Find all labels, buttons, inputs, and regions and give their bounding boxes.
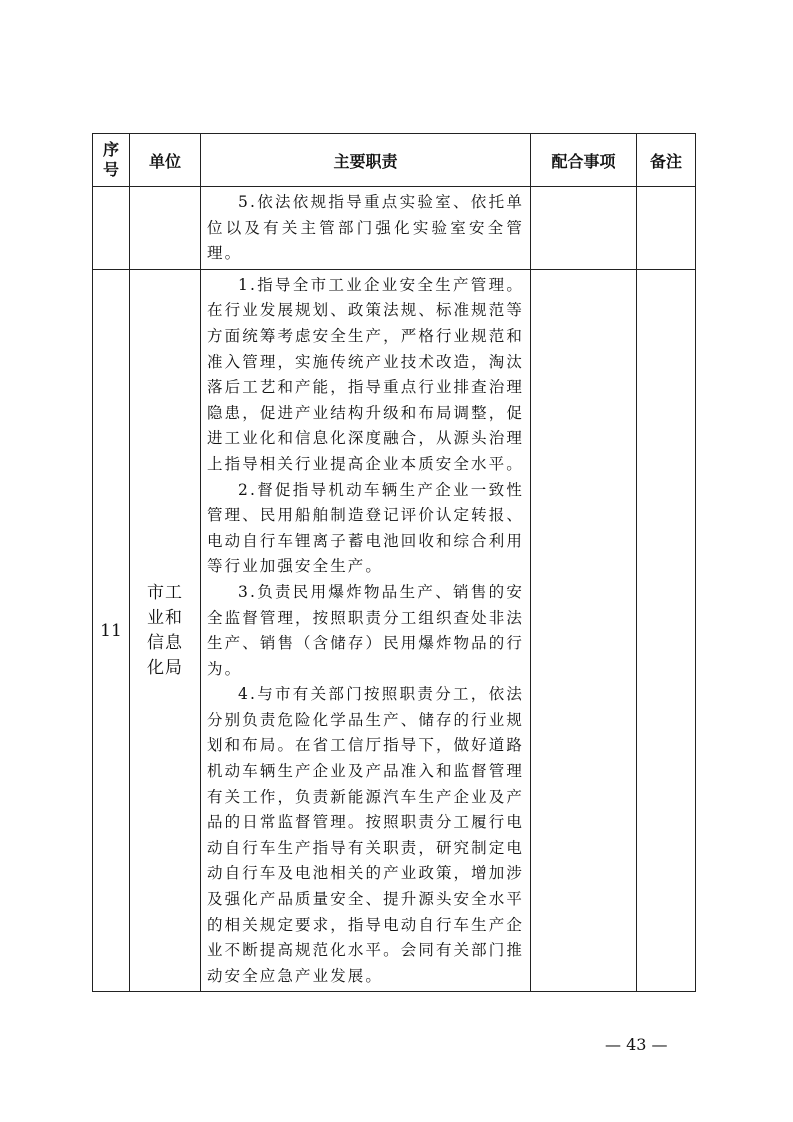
header-seq: 序 号 (93, 134, 130, 187)
duty-paragraph: 1.指导全市工业企业安全生产管理。在行业发展规划、政策法规、标准规范等方面统筹考虑安全生产，严格行业规范和准入管理，实施传统产业技术改造，淘汰落后工艺和产能，指导重点行业排查治理隐患，促进产业结构升级和布局调整，促进工业化和信息化深度融合，从源头治理上指导相关行业提高企业本质安全水平。 (207, 275, 524, 473)
row-notes (637, 187, 696, 270)
duty-table (92, 133, 696, 992)
row-unit: 市工 业和 信息 化局 (130, 269, 201, 992)
table-row (93, 187, 696, 270)
duty-paragraph: 5.依法依规指导重点实验室、依托单位以及有关主管部门强化实验室安全管理。 (207, 193, 524, 263)
row-duties (201, 269, 531, 992)
header-unit: 单位 (130, 134, 201, 187)
header-duties: 主要职责 (201, 134, 531, 187)
page-number: — 43 — (605, 1035, 668, 1054)
row-coop (531, 187, 637, 270)
duty-paragraph: 4.与市有关部门按照职责分工，依法分别负责危险化学品生产、储存的行业规划和布局。在省工信厅指导下，做好道路机动车辆生产企业及产品准入和监督管理有关工作，负责新能源汽车生产企业及产品的日常监督管理。按照职责分工履行电动自行车生产指导有关职责，研究制定电动自行车及电池相关的产业政策，增加涉及强化产品质量安全、提升源头安全水平的相关规定要求，指导电动自行车生产企业不断提高规范化水平。会同有关部门推动安全应急产业发展。 (207, 685, 524, 985)
header-coop: 配合事项 (531, 134, 637, 187)
row-seq: 11 (93, 269, 130, 992)
row-coop (531, 269, 637, 992)
table-header-row (93, 134, 696, 187)
row-seq (93, 187, 130, 270)
header-notes: 备注 (637, 134, 696, 187)
row-notes (637, 269, 696, 992)
row-unit (130, 187, 201, 270)
duty-paragraph: 3.负责民用爆炸物品生产、销售的安全监督管理，按照职责分工组织查处非法生产、销售（含储存）民用爆炸物品的行为。 (207, 582, 524, 678)
duty-paragraph: 2.督促指导机动车辆生产企业一致性管理、民用船舶制造登记评价认定转报、电动自行车锂离子蓄电池回收和综合利用等行业加强安全生产。 (207, 480, 524, 576)
table-row (93, 269, 696, 992)
row-duties (201, 187, 531, 270)
